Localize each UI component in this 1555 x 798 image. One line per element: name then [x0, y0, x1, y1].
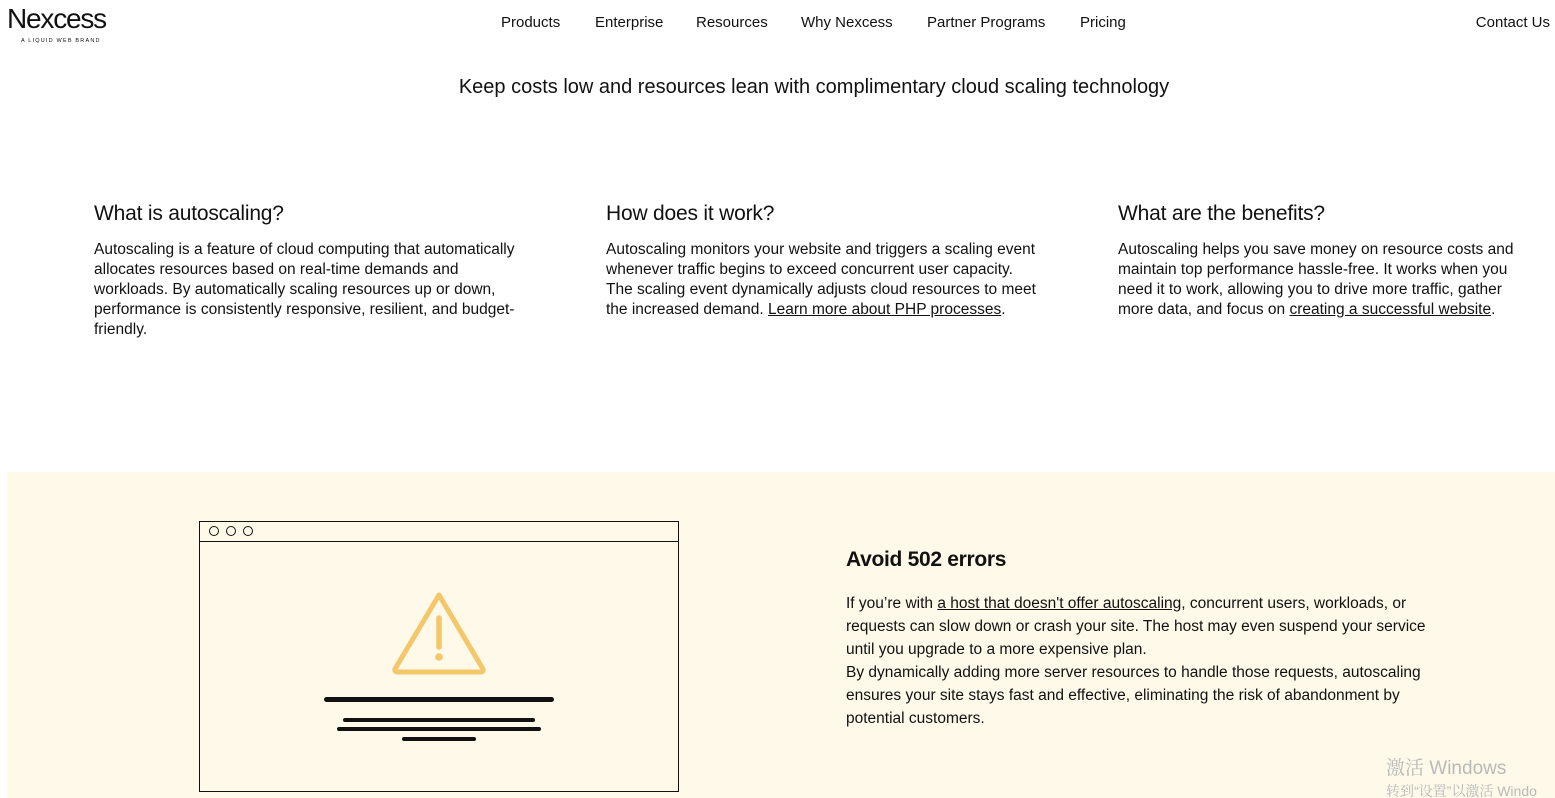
- promo-text: [846, 592, 1446, 661]
- host-autoscaling-link[interactable]: a host that doesn't offer autoscaling: [937, 595, 1182, 612]
- php-processes-link[interactable]: Learn more about PHP processes: [768, 301, 1002, 318]
- column-body: Autoscaling monitors your website and triggers a scaling event whenever traffic begins to exceed concurrent user capacity. The scaling event dynamically adjusts cloud resources to meet the increased demand.: [606, 241, 1036, 318]
- logo-wordmark: Nexcess: [7, 3, 106, 34]
- nav-partner-programs[interactable]: Partner Programs: [927, 14, 1046, 31]
- column-text: [1118, 240, 1538, 320]
- windows-activation-watermark: 激活 Windows: [1386, 758, 1507, 779]
- column-punct: .: [1491, 301, 1496, 318]
- column-body: Autoscaling helps you save money on resource costs and maintain top performance hassle-free. It works when you need it to work, allowing you to drive more traffic, gather more data, and focus on: [1118, 241, 1514, 318]
- nav-pricing[interactable]: Pricing: [1080, 14, 1126, 31]
- info-column-benefits: [1118, 200, 1538, 320]
- column-title: What are the benefits?: [1118, 202, 1325, 225]
- column-text: Autoscaling is a feature of cloud computing that automatically allocates resources based on real-time demands and workloads. By automatically scaling resources up or down, performance is consistently responsive, resilient, and budget-friendly.: [94, 241, 515, 338]
- placeholder-text-line: [337, 727, 541, 731]
- nexcess-logo[interactable]: [7, 2, 137, 46]
- promo-text-2: By dynamically adding more server resources to handle those requests, autoscaling ensures your site stays fast and effective, eliminating the risk of abandonment by potential customers.: [846, 664, 1421, 727]
- successful-website-link[interactable]: creating a successful website: [1289, 301, 1492, 318]
- window-dot-icon: [209, 526, 219, 536]
- info-column-what: [94, 200, 524, 340]
- nav-resources[interactable]: Resources: [696, 14, 768, 31]
- promo-text-start: If you’re with: [846, 595, 938, 612]
- promo-title: Avoid 502 errors: [846, 548, 1007, 571]
- info-column-how: [606, 200, 1036, 320]
- placeholder-text-line: [324, 697, 554, 702]
- browser-titlebar: [200, 522, 678, 542]
- browser-illustration: [199, 521, 679, 792]
- column-punct: .: [1001, 301, 1006, 318]
- promo-text-rest: , concurrent users, workloads, or requests can slow down or crash your site. The host may even suspend your service until you upgrade to a more expensive plan.: [846, 595, 1426, 658]
- nav-enterprise[interactable]: Enterprise: [595, 14, 664, 31]
- placeholder-text-line: [402, 737, 476, 741]
- tagline: Keep costs low and resources lean with complimentary cloud scaling technology: [458, 76, 1170, 98]
- windows-activation-subtext: 转到“设置”以激活 Windo: [1386, 783, 1537, 798]
- column-title: How does it work?: [606, 202, 775, 225]
- logo-subtitle: A LIQUID WEB BRAND: [21, 38, 101, 44]
- promo-content: [846, 545, 1446, 730]
- nav-products[interactable]: Products: [501, 14, 561, 31]
- contact-us-link[interactable]: Contact Us: [1475, 14, 1550, 31]
- window-dot-icon: [243, 526, 253, 536]
- window-dot-icon: [226, 526, 236, 536]
- nav-why-nexcess[interactable]: Why Nexcess: [801, 14, 893, 31]
- placeholder-text-line: [343, 718, 535, 722]
- warning-triangle-icon: [390, 590, 488, 676]
- column-text: [606, 240, 1036, 320]
- column-title: What is autoscaling?: [94, 202, 284, 225]
